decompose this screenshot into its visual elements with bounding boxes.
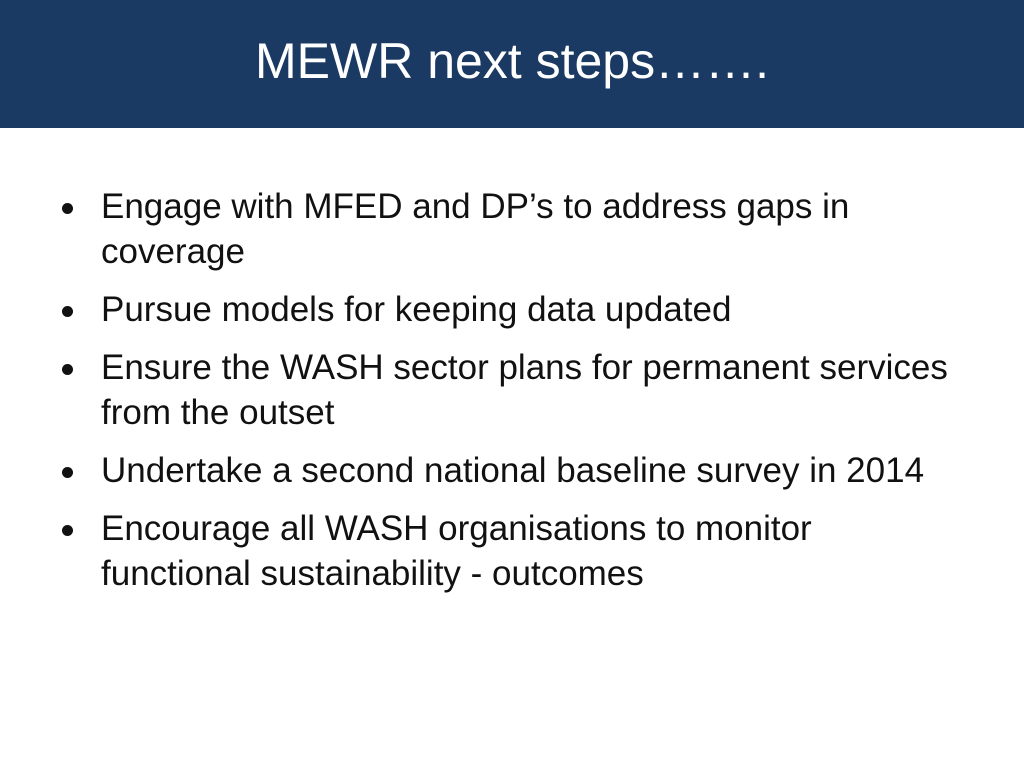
bullet-text: Pursue models for keeping data updated bbox=[101, 290, 732, 329]
bullet-text: Ensure the WASH sector plans for permanent services from the outset bbox=[101, 348, 948, 432]
bullet-icon bbox=[62, 467, 73, 478]
title-bar bbox=[0, 0, 1024, 128]
slide-title: MEWR next steps……. bbox=[255, 33, 769, 89]
bullet-list bbox=[58, 184, 958, 609]
bullet-icon bbox=[62, 525, 73, 536]
bullet-item bbox=[58, 448, 958, 493]
bullet-item bbox=[58, 184, 958, 274]
bullet-item bbox=[58, 345, 958, 435]
bullet-icon bbox=[62, 364, 73, 375]
bullet-text: Encourage all WASH organisations to monitor functional sustainability - outcomes bbox=[101, 509, 812, 593]
bullet-text: Undertake a second national baseline survey in 2014 bbox=[101, 451, 925, 490]
bullet-item bbox=[58, 287, 958, 332]
bullet-text: Engage with MFED and DP’s to address gaps in coverage bbox=[101, 187, 850, 271]
bullet-icon bbox=[62, 203, 73, 214]
bullet-item bbox=[58, 506, 958, 596]
bullet-icon bbox=[62, 306, 73, 317]
